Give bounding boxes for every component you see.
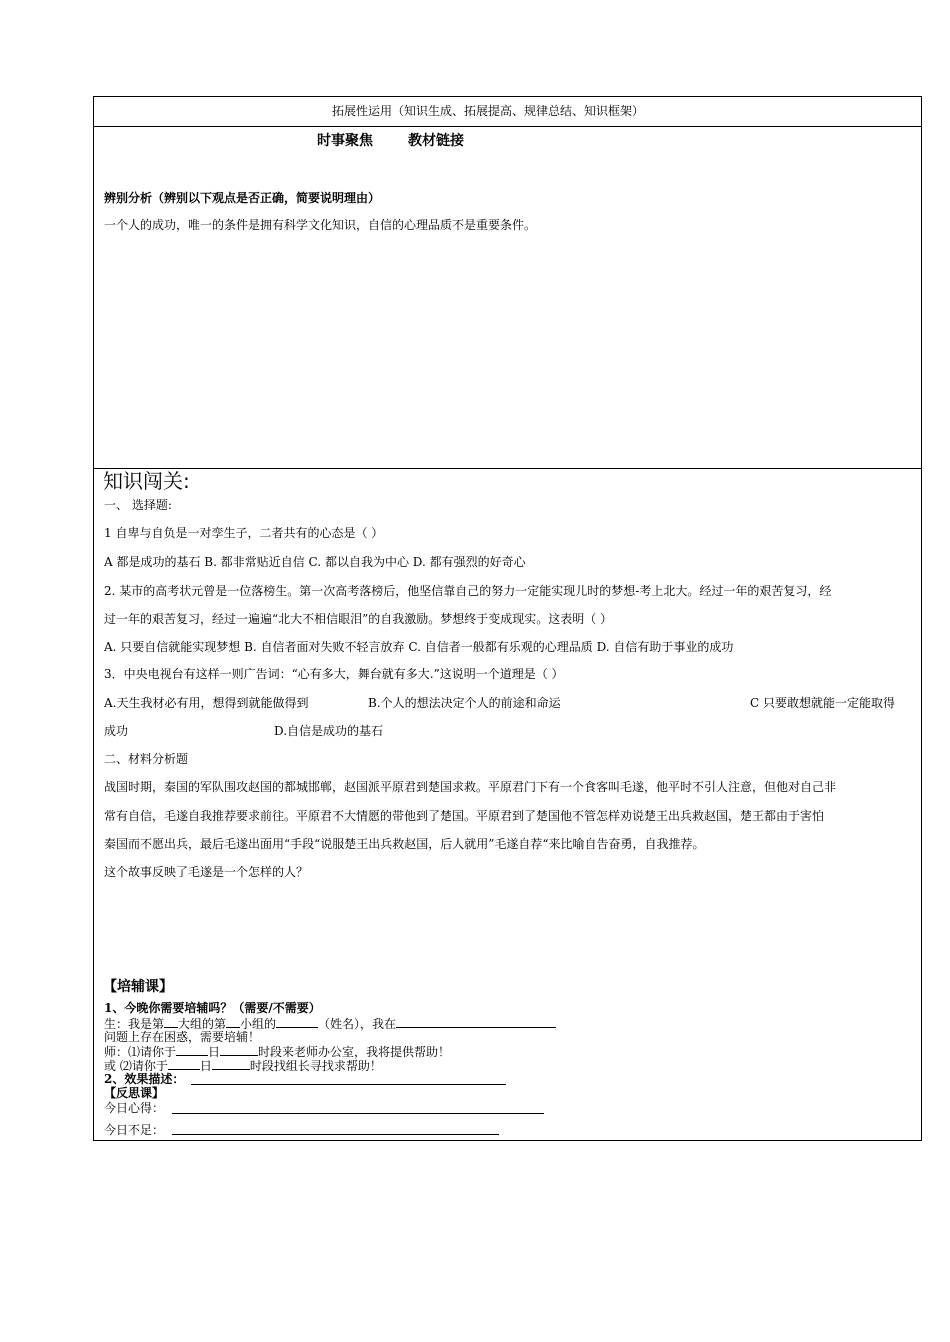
- name-blank[interactable]: [276, 1016, 318, 1028]
- effect-blank[interactable]: [191, 1084, 506, 1085]
- question-3-option-a: A.天生我材必有用，想得到就能做得到: [104, 696, 309, 710]
- question-2-line-2: 过一年的艰苦复习，经过一遍遍“北大不相信眼泪”的自我激励。梦想终于变成现实。这表明（ ）: [104, 612, 613, 626]
- lack-label: 今日不足：: [104, 1123, 165, 1137]
- table-header: 拓展性运用（知识生成、拓展提高、规律总结、知识框架）: [332, 104, 645, 118]
- student-text-3: 小组的: [240, 1017, 277, 1031]
- teacher-time-blank[interactable]: [220, 1044, 258, 1056]
- quiz-section-1: 一、 选择题:: [104, 498, 172, 512]
- reflection-title: 【反思课】: [104, 1086, 165, 1100]
- question-3-option-c: C 只要敢想就能一定能取得: [750, 696, 895, 710]
- gain-label: 今日心得：: [104, 1101, 165, 1115]
- story-line-3: 秦国而不愿出兵，最后毛遂出面用“手段“说服楚王出兵救赵国，后人就用”毛遂自荐“来比喻自告奋勇，自我推荐。: [104, 837, 705, 851]
- student-text-4: （姓名），我在: [318, 1017, 397, 1031]
- quiz-title: 知识闯关:: [103, 469, 190, 493]
- alt-time-blank[interactable]: [212, 1058, 250, 1070]
- tutoring-title: 【培辅课】: [103, 979, 173, 995]
- problem-blank[interactable]: [396, 1016, 556, 1028]
- textbook-link-heading: 教材链接: [408, 133, 464, 149]
- question-3-option-d: D.自信是成功的基石: [274, 724, 384, 738]
- question-1-options: A 都是成功的基石 B. 都非常贴近自信 C. 都以自我为中心 D. 都有强烈的好奇心: [104, 555, 526, 569]
- student-line-2: 问题上存在困惑，需要培辅！: [104, 1030, 261, 1044]
- section-divider: [94, 468, 921, 469]
- alt-text-2: 日: [199, 1059, 212, 1073]
- question-3: 3．中央电视台有这样一则广告词：“心有多大，舞台就有多大.”这说明一个道理是（ ）: [104, 667, 564, 681]
- lack-blank[interactable]: [172, 1134, 499, 1135]
- student-text-2: 大组的第: [178, 1017, 227, 1031]
- question-3-option-b: B.个人的想法决定个人的前途和命运: [368, 696, 561, 710]
- current-events-heading: 时事聚焦: [317, 133, 373, 149]
- teacher-text-2: 日: [208, 1045, 221, 1059]
- question-3-option-c-continued: 成功: [104, 724, 129, 738]
- quiz-section-2: 二、材料分析题: [104, 752, 189, 766]
- question-1: 1 自卑与自负是一对孪生子，二者共有的心态是（ ）: [104, 526, 384, 540]
- question-2-line-1: 2. 某市的高考状元曾是一位落榜生。第一次高考落榜后，他坚信靠自己的努力一定能实现儿时的梦想-考上北大。经过一年的艰苦复习，经: [104, 584, 832, 598]
- alt-text-3: 时段找组长寻找求帮助！: [249, 1059, 382, 1073]
- teacher-day-blank[interactable]: [176, 1044, 208, 1056]
- student-text-1: 生：我是第: [104, 1017, 165, 1031]
- alt-text-1: 或 ⑵请你于: [104, 1059, 168, 1073]
- gain-blank[interactable]: [172, 1113, 544, 1114]
- tutoring-question: 1、今晚你需要培辅吗？（需要/不需要）: [104, 1001, 321, 1015]
- story-line-2: 常有自信，毛遂自我推荐要求前往。平原君不大情愿的带他到了楚国。平原君到了楚国他不管怎样劝说楚王出兵救赵国，楚王都由于害怕: [104, 809, 825, 823]
- analysis-statement: 一个人的成功，唯一的条件是拥有科学文化知识，自信的心理品质不是重要条件。: [104, 218, 537, 232]
- story-line-1: 战国时期，秦国的军队围攻赵国的都城邯郸，赵国派平原君到楚国求救。平原君门下有一个食客叫毛遂，他平时不引人注意，但他对自己非: [104, 780, 837, 794]
- subgroup-blank[interactable]: [226, 1016, 240, 1028]
- group-blank[interactable]: [164, 1016, 178, 1028]
- teacher-text-1: 师：⑴请你于: [104, 1045, 177, 1059]
- header-divider: [94, 126, 921, 127]
- analysis-title: 辨别分析（辨别以下观点是否正确，简要说明理由）: [104, 191, 381, 205]
- story-question: 这个故事反映了毛遂是一个怎样的人？: [104, 865, 309, 879]
- question-2-options: A. 只要自信就能实现梦想 B. 自信者面对失败不轻言放弃 C. 自信者一般都有乐观的心理品质 D. 自信有助于事业的成功: [104, 640, 734, 654]
- teacher-text-3: 时段来老师办公室，我将提供帮助！: [258, 1045, 451, 1059]
- effect-label: 2、效果描述：: [104, 1072, 185, 1086]
- alt-day-blank[interactable]: [168, 1058, 200, 1070]
